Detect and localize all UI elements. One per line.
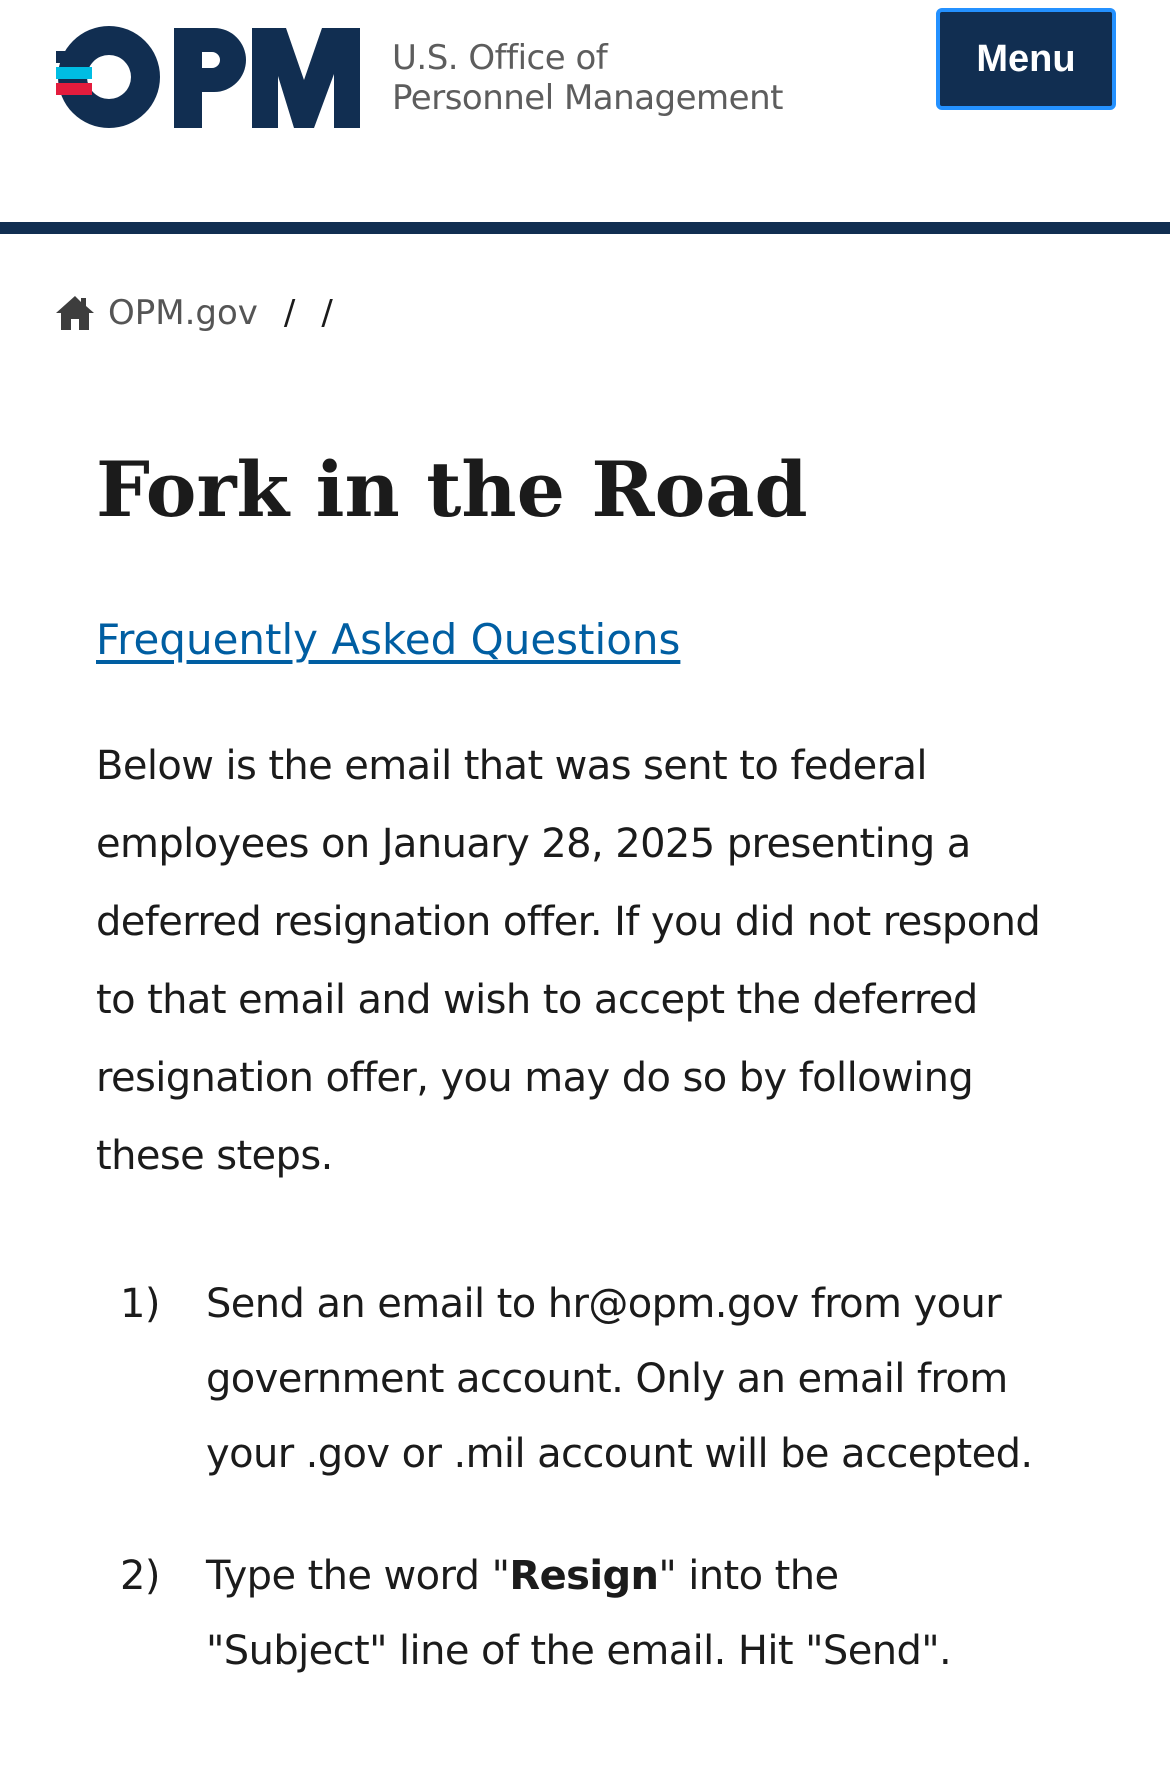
page-title: Fork in the Road (96, 445, 808, 534)
breadcrumb-separator: / (321, 293, 333, 333)
step-line: Send an email to hr@opm.gov from your (206, 1281, 1002, 1327)
step-item (0, 1539, 1170, 1689)
step-line (206, 1539, 1146, 1614)
intro-line: to that email and wish to accept the deferred (96, 977, 978, 1023)
step-line: government account. Only an email from (206, 1356, 1008, 1402)
step-text-after: " into the (658, 1553, 839, 1599)
intro-line: Below is the email that was sent to federal (96, 743, 927, 789)
step-number: 2) (120, 1553, 160, 1599)
step-line: your .gov or .mil account will be accepted. (206, 1431, 1033, 1477)
intro-line: resignation offer, you may do so by following (96, 1055, 974, 1101)
agency-name-line1: U.S. Office of (392, 38, 608, 78)
breadcrumb (54, 288, 359, 338)
breadcrumb-home-link[interactable]: OPM.gov (108, 293, 258, 333)
faq-link[interactable]: Frequently Asked Questions (96, 615, 681, 664)
header-divider (0, 222, 1170, 234)
step-number: 1) (120, 1281, 160, 1327)
intro-line: employees on January 28, 2025 presenting a (96, 821, 971, 867)
opm-logo[interactable] (56, 24, 362, 130)
step-line: "Subject" line of the email. Hit "Send". (206, 1628, 952, 1674)
menu-button[interactable]: Menu (936, 8, 1116, 110)
step-text-before: Type the word " (206, 1553, 510, 1599)
intro-line: deferred resignation offer. If you did not respond (96, 899, 1041, 945)
intro-paragraph (96, 727, 1096, 1195)
resign-keyword: Resign (509, 1553, 659, 1599)
agency-name (392, 38, 783, 118)
breadcrumb-separator: / (283, 293, 296, 333)
svg-text:OPM: OPM (56, 24, 59, 25)
home-icon[interactable] (54, 294, 96, 332)
site-header (0, 0, 1170, 222)
step-text (206, 1539, 1146, 1689)
agency-name-line2: Personnel Management (392, 78, 783, 118)
steps-list (0, 1267, 1170, 1689)
step-text (206, 1267, 1146, 1492)
intro-line: these steps. (96, 1133, 333, 1179)
step-item (0, 1267, 1170, 1492)
